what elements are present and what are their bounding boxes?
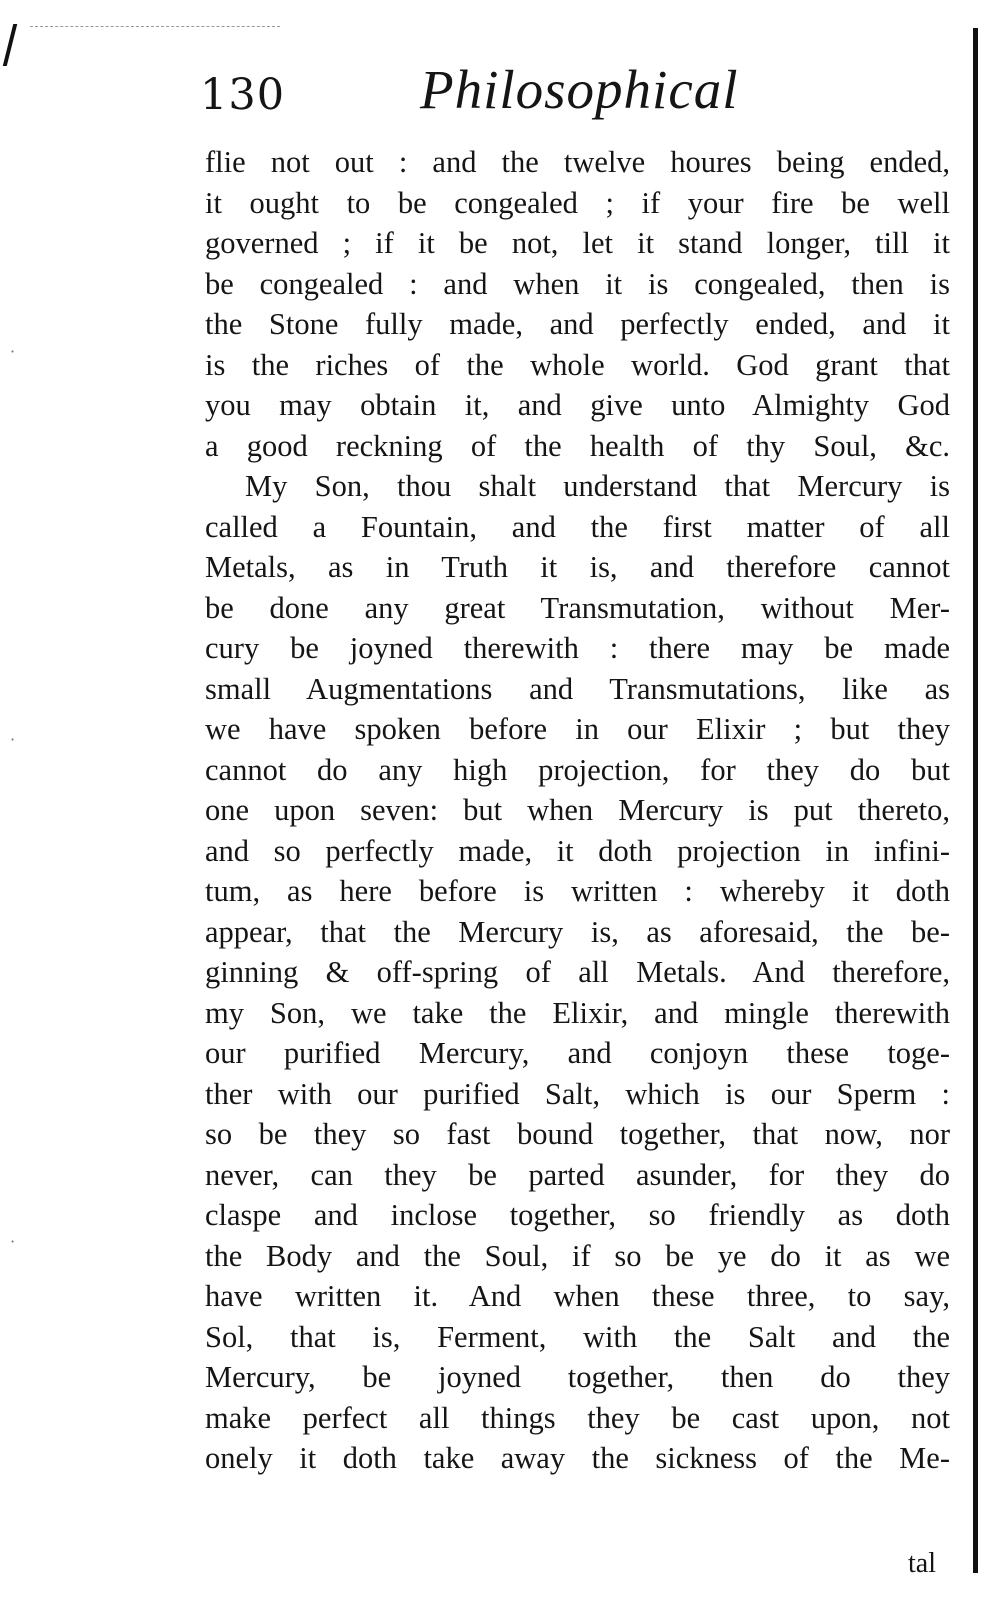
text-line: you may obtain it, and give unto Almighty God xyxy=(205,388,950,422)
text-line: so be they so fast bound together, that now, nor xyxy=(205,1117,950,1151)
page-edge xyxy=(973,28,978,1573)
text-line: one upon seven: but when Mercury is put thereto, xyxy=(205,793,950,827)
running-title: Philosophical xyxy=(420,59,739,120)
margin-speck: · xyxy=(10,1232,16,1251)
text-line: ther with our purified Salt, which is our Sperm : xyxy=(205,1076,950,1111)
catchword: tal xyxy=(908,1548,936,1579)
margin-speck: · xyxy=(10,730,16,749)
text-line: never, can they be parted asunder, for they do xyxy=(205,1157,950,1192)
page-number: 130 xyxy=(200,70,286,120)
text-line: be done any great Transmutation, without Mer- xyxy=(205,590,950,625)
text-line: have written it. And when these three, to say, xyxy=(205,1279,950,1313)
text-line: make perfect all things they be cast upon, not xyxy=(205,1400,950,1435)
text-line: our purified Mercury, and conjoyn these toge- xyxy=(205,1036,950,1070)
text-line: ginning & off-spring of all Metals. And therefore, xyxy=(205,955,950,989)
text-line: onely it doth take away the sickness of the Me- xyxy=(205,1441,950,1475)
text-line: cury be joyned therewith : there may be made xyxy=(205,631,950,665)
text-line: Sol, that is, Ferment, with the Salt and the xyxy=(205,1319,950,1354)
text-line: claspe and inclose together, so friendly as doth xyxy=(205,1198,950,1232)
text-line: My Son, thou shalt understand that Mercury is xyxy=(245,469,950,503)
text-line: it ought to be congealed ; if your fire be well xyxy=(205,185,950,220)
text-line: the Body and the Soul, if so be ye do it as we xyxy=(205,1238,950,1273)
text-line: and so perfectly made, it doth projection in infini- xyxy=(205,833,950,868)
text-line: a good reckning of the health of thy Soul, &c. xyxy=(205,428,950,463)
text-line: Mercury, be joyned together, then do they xyxy=(205,1360,950,1394)
corner-mark xyxy=(3,24,27,66)
text-line: is the riches of the whole world. God grant that xyxy=(205,347,950,382)
text-line: my Son, we take the Elixir, and mingle therewith xyxy=(205,995,950,1030)
body-text xyxy=(205,142,950,1479)
text-line: flie not out : and the twelve houres being ended, xyxy=(205,145,950,179)
text-line: small Augmentations and Transmutations, like as xyxy=(205,671,950,706)
text-line: cannot do any high projection, for they do but xyxy=(205,752,950,787)
text-line: called a Fountain, and the first matter of all xyxy=(205,509,950,544)
margin-speck: · xyxy=(10,342,16,361)
text-line: be congealed : and when it is congealed, then is xyxy=(205,266,950,301)
text-line: tum, as here before is written : whereby it doth xyxy=(205,874,950,908)
running-head xyxy=(200,58,800,138)
text-line: we have spoken before in our Elixir ; but they xyxy=(205,712,950,746)
text-line: Metals, as in Truth it is, and therefore cannot xyxy=(205,550,950,584)
text-line: appear, that the Mercury is, as aforesaid, the be- xyxy=(205,914,950,949)
text-line: the Stone fully made, and perfectly ended, and it xyxy=(205,307,950,341)
top-rule xyxy=(30,26,280,27)
text-line: governed ; if it be not, let it stand longer, till it xyxy=(205,226,950,260)
